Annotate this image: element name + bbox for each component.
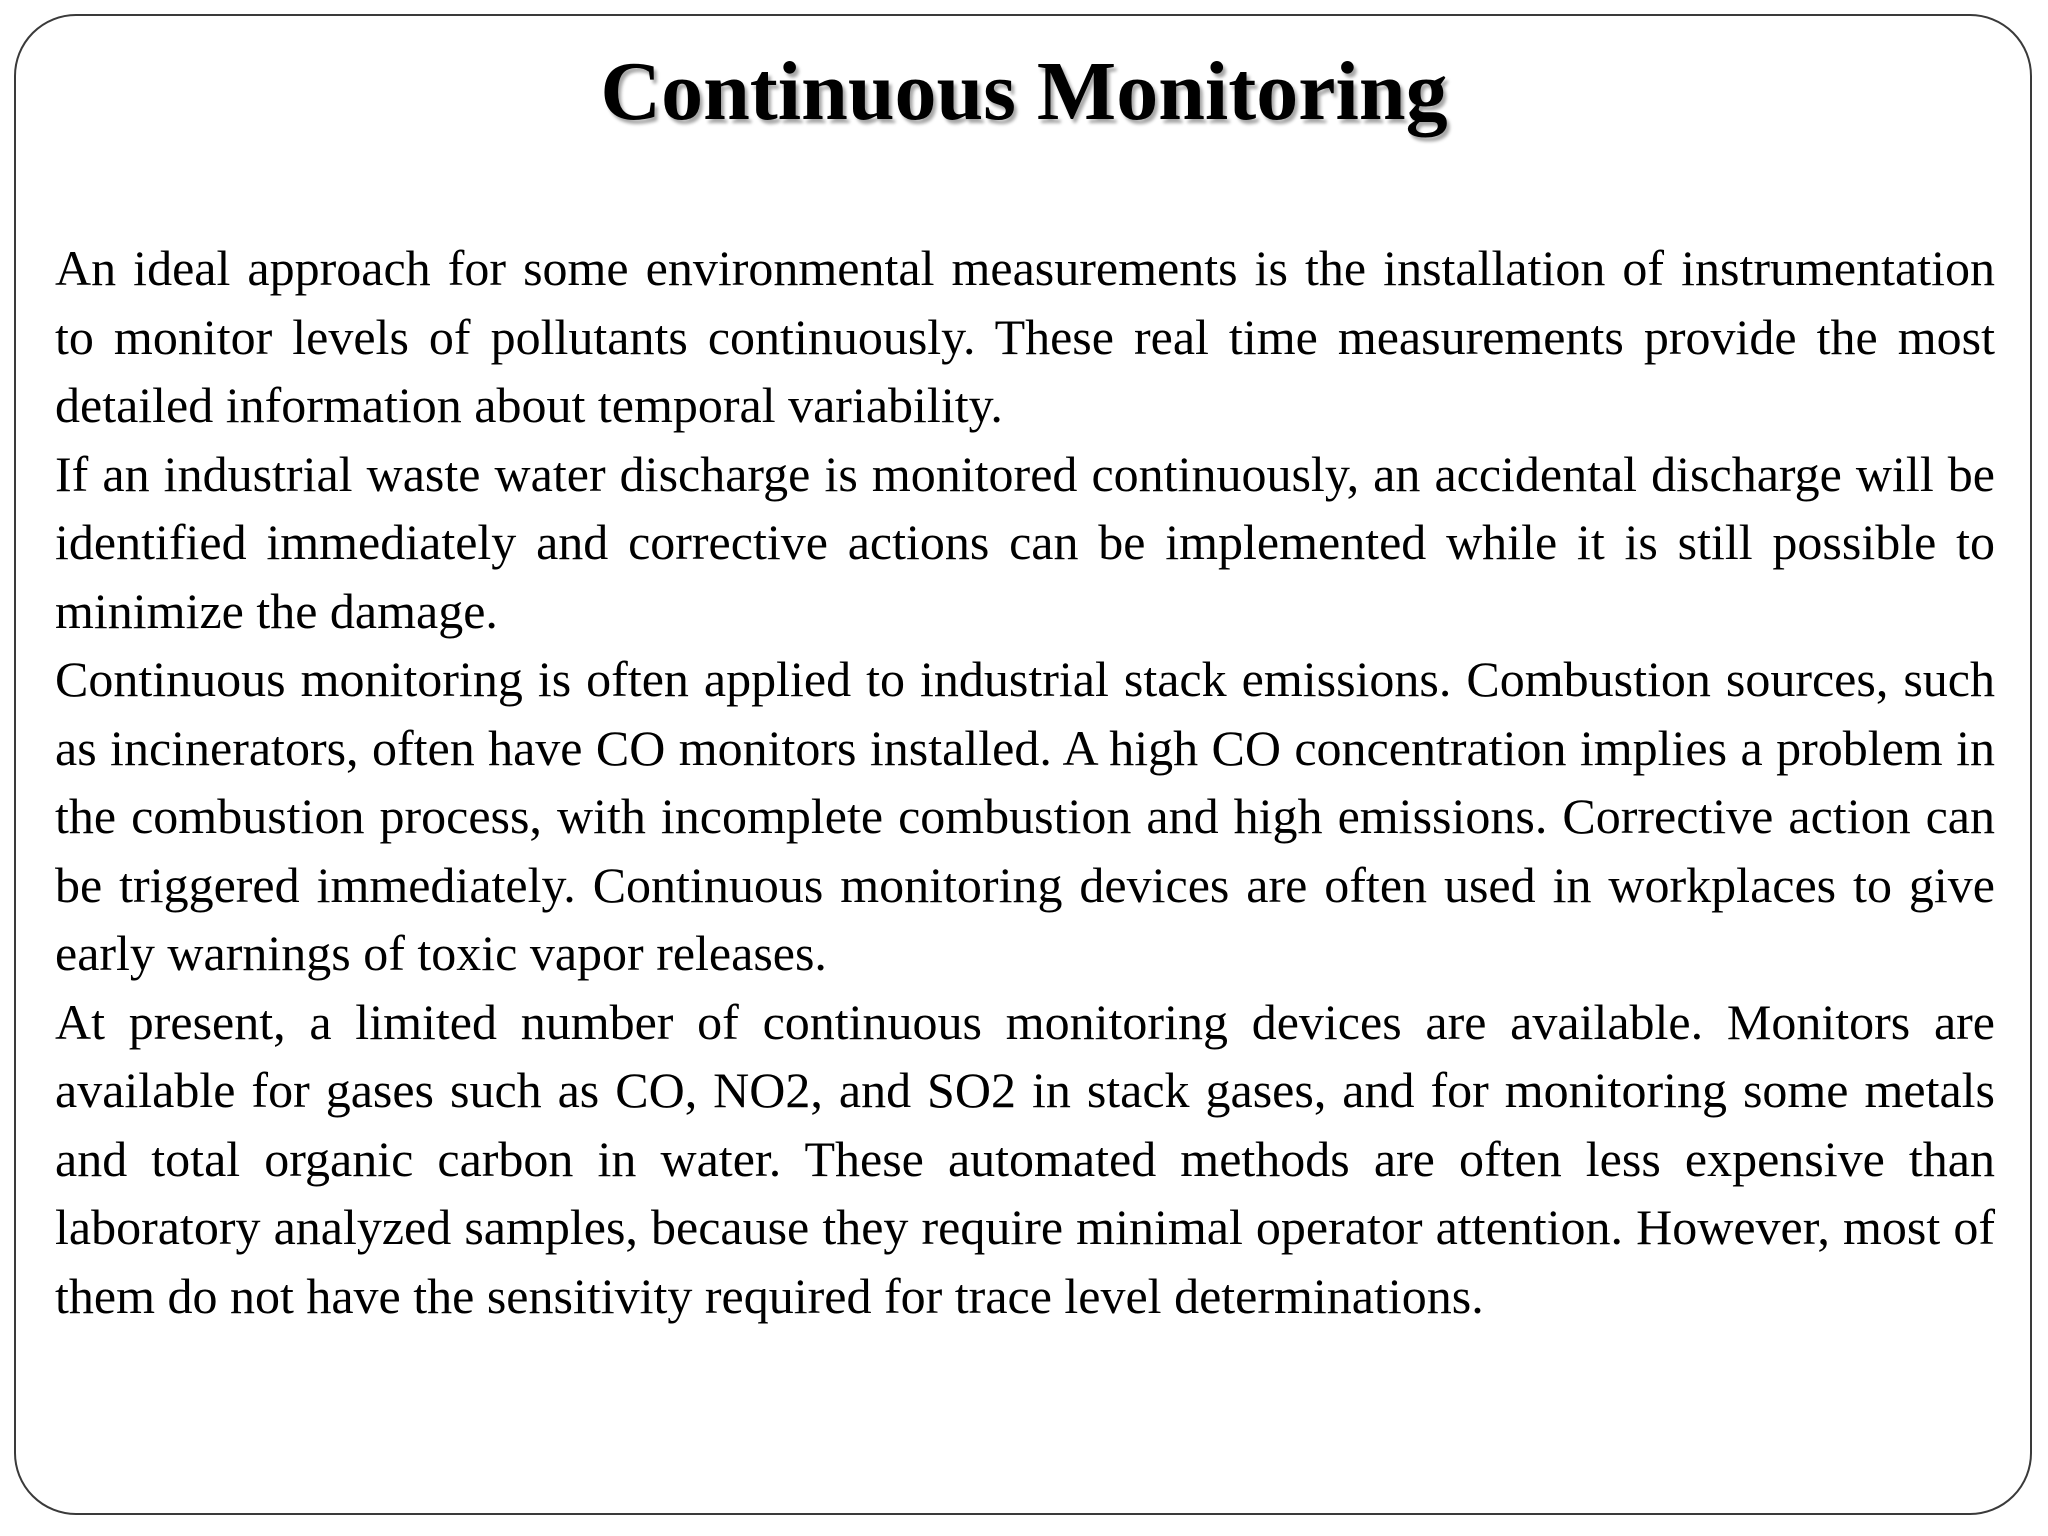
body-paragraph: Continuous monitoring is often applied to industrial stack emissions. Combustion sources, such as incinerators, often have CO monitors installed. A high CO concentration implies a problem in the combustion process, with incomplete combustion and high emissions. Corrective action can be triggered immediately. Continuous monitoring devices are often used in workplaces to give early warnings of toxic vapor releases. [55,651,1995,981]
body-paragraph: At present, a limited number of continuous monitoring devices are available. Monitors are available for gases such as CO, NO2, and SO2 in stack gases, and for monitoring some metals and total organic carbon in water. These automated methods are often less expensive than laboratory analyzed samples, because they require minimal operator attention. However, most of them do not have the sensitivity required for trace level determinations. [55,993,1995,1324]
body-paragraph: An ideal approach for some environmental measurements is the installation of instrumentation to monitor levels of pollutants continuously. These real time measurements provide the most detailed information about temporal variability. [55,240,1995,433]
slide-body [55,234,1995,1330]
slide-title: Continuous Monitoring [600,45,1448,138]
body-paragraph: If an industrial waste water discharge is monitored continuously, an accidental discharge will be identified immediately and corrective actions can be implemented while it is still possible to minimize the damage. [55,445,1995,639]
